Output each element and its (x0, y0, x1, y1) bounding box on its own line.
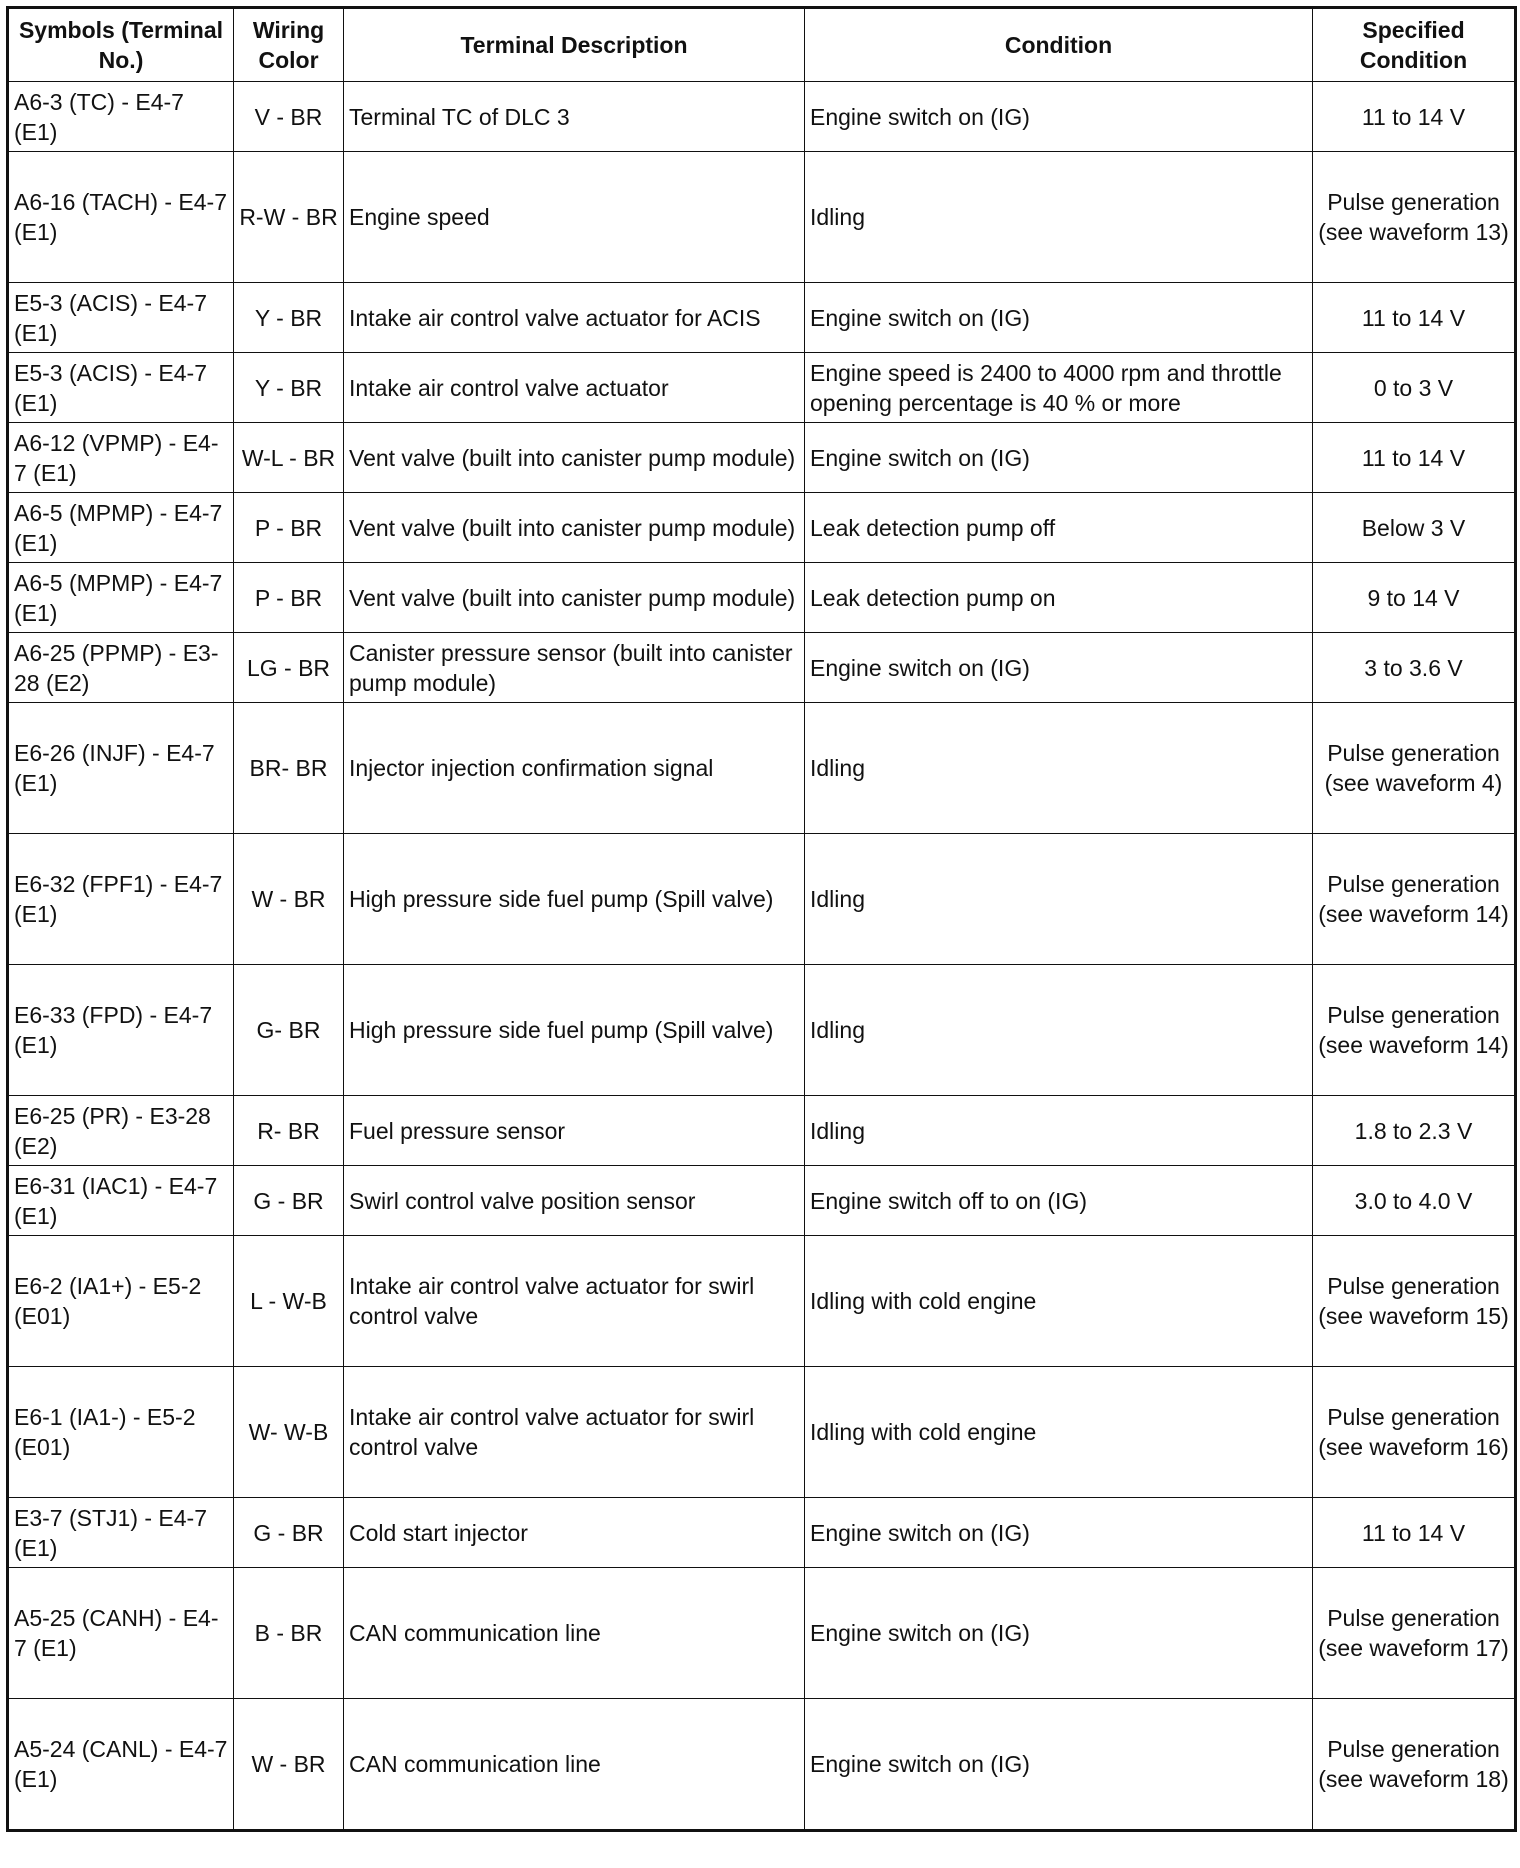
cell-condition: Idling (805, 703, 1313, 834)
cell-condition: Idling with cold engine (805, 1236, 1313, 1367)
cell-symbols: E6-31 (IAC1) - E4-7 (E1) (8, 1166, 234, 1236)
table-row (8, 1699, 1516, 1831)
cell-condition: Engine switch on (IG) (805, 283, 1313, 353)
cell-condition: Idling (805, 834, 1313, 965)
cell-condition: Leak detection pump on (805, 563, 1313, 633)
cell-description: Intake air control valve actuator for swirl control valve (344, 1236, 805, 1367)
cell-condition: Engine switch off to on (IG) (805, 1166, 1313, 1236)
cell-wiring-color: Y - BR (234, 353, 344, 423)
cell-condition: Idling (805, 965, 1313, 1096)
header-symbols: Symbols (Terminal No.) (8, 8, 234, 82)
cell-wiring-color: BR- BR (234, 703, 344, 834)
terminal-table-sheet (6, 6, 1514, 1832)
cell-condition: Idling (805, 1096, 1313, 1166)
cell-description: High pressure side fuel pump (Spill valve) (344, 834, 805, 965)
cell-symbols: E5-3 (ACIS) - E4-7 (E1) (8, 353, 234, 423)
cell-wiring-color: G - BR (234, 1166, 344, 1236)
cell-specified-condition: Pulse generation (see waveform 18) (1313, 1699, 1516, 1831)
table-row (8, 353, 1516, 423)
cell-wiring-color: W- W-B (234, 1367, 344, 1498)
table-row (8, 1096, 1516, 1166)
cell-description: Terminal TC of DLC 3 (344, 82, 805, 152)
cell-symbols: A6-3 (TC) - E4-7 (E1) (8, 82, 234, 152)
cell-wiring-color: W - BR (234, 834, 344, 965)
table-row (8, 834, 1516, 965)
cell-condition: Idling (805, 152, 1313, 283)
cell-wiring-color: B - BR (234, 1568, 344, 1699)
cell-description: Engine speed (344, 152, 805, 283)
cell-condition: Engine switch on (IG) (805, 1498, 1313, 1568)
cell-specified-condition: 9 to 14 V (1313, 563, 1516, 633)
table-row (8, 423, 1516, 493)
cell-specified-condition: Pulse generation (see waveform 4) (1313, 703, 1516, 834)
header-row (8, 8, 1516, 82)
cell-specified-condition: Pulse generation (see waveform 17) (1313, 1568, 1516, 1699)
table-row (8, 283, 1516, 353)
cell-wiring-color: Y - BR (234, 283, 344, 353)
cell-wiring-color: R- BR (234, 1096, 344, 1166)
cell-symbols: A6-12 (VPMP) - E4-7 (E1) (8, 423, 234, 493)
cell-specified-condition: Pulse generation (see waveform 14) (1313, 965, 1516, 1096)
cell-description: Cold start injector (344, 1498, 805, 1568)
header-wiring-color: Wiring Color (234, 8, 344, 82)
cell-condition: Leak detection pump off (805, 493, 1313, 563)
cell-condition: Engine switch on (IG) (805, 1568, 1313, 1699)
cell-description: Canister pressure sensor (built into canister pump module) (344, 633, 805, 703)
cell-symbols: E5-3 (ACIS) - E4-7 (E1) (8, 283, 234, 353)
table-row (8, 1498, 1516, 1568)
cell-wiring-color: W-L - BR (234, 423, 344, 493)
cell-description: Intake air control valve actuator for ACIS (344, 283, 805, 353)
cell-specified-condition: 11 to 14 V (1313, 423, 1516, 493)
cell-symbols: E6-33 (FPD) - E4-7 (E1) (8, 965, 234, 1096)
cell-specified-condition: 11 to 14 V (1313, 283, 1516, 353)
table-row (8, 1236, 1516, 1367)
cell-description: Injector injection confirmation signal (344, 703, 805, 834)
cell-specified-condition: Pulse generation (see waveform 13) (1313, 152, 1516, 283)
cell-symbols: A6-5 (MPMP) - E4-7 (E1) (8, 493, 234, 563)
cell-description: Vent valve (built into canister pump module) (344, 493, 805, 563)
header-terminal-description: Terminal Description (344, 8, 805, 82)
table-row (8, 563, 1516, 633)
table-row (8, 152, 1516, 283)
header-condition: Condition (805, 8, 1313, 82)
cell-wiring-color: P - BR (234, 563, 344, 633)
table-row (8, 703, 1516, 834)
cell-symbols: E6-2 (IA1+) - E5-2 (E01) (8, 1236, 234, 1367)
cell-specified-condition: 3.0 to 4.0 V (1313, 1166, 1516, 1236)
cell-condition: Engine speed is 2400 to 4000 rpm and throttle opening percentage is 40 % or more (805, 353, 1313, 423)
cell-wiring-color: G - BR (234, 1498, 344, 1568)
cell-description: CAN communication line (344, 1568, 805, 1699)
cell-symbols: E6-26 (INJF) - E4-7 (E1) (8, 703, 234, 834)
cell-symbols: E6-32 (FPF1) - E4-7 (E1) (8, 834, 234, 965)
cell-symbols: E6-25 (PR) - E3-28 (E2) (8, 1096, 234, 1166)
cell-wiring-color: G- BR (234, 965, 344, 1096)
table-row (8, 82, 1516, 152)
cell-specified-condition: Pulse generation (see waveform 14) (1313, 834, 1516, 965)
cell-specified-condition: Below 3 V (1313, 493, 1516, 563)
header-specified-condition: Specified Condition (1313, 8, 1516, 82)
cell-wiring-color: R-W - BR (234, 152, 344, 283)
table-row (8, 1367, 1516, 1498)
table-row (8, 633, 1516, 703)
cell-specified-condition: 0 to 3 V (1313, 353, 1516, 423)
cell-description: Swirl control valve position sensor (344, 1166, 805, 1236)
cell-condition: Engine switch on (IG) (805, 1699, 1313, 1831)
cell-condition: Idling with cold engine (805, 1367, 1313, 1498)
cell-description: High pressure side fuel pump (Spill valve) (344, 965, 805, 1096)
cell-condition: Engine switch on (IG) (805, 82, 1313, 152)
cell-symbols: A6-16 (TACH) - E4-7 (E1) (8, 152, 234, 283)
cell-description: Fuel pressure sensor (344, 1096, 805, 1166)
cell-condition: Engine switch on (IG) (805, 633, 1313, 703)
table-row (8, 965, 1516, 1096)
cell-wiring-color: W - BR (234, 1699, 344, 1831)
cell-description: CAN communication line (344, 1699, 805, 1831)
table-row (8, 1568, 1516, 1699)
cell-description: Vent valve (built into canister pump module) (344, 563, 805, 633)
cell-wiring-color: V - BR (234, 82, 344, 152)
terminal-table (6, 6, 1517, 1832)
cell-symbols: A5-25 (CANH) - E4-7 (E1) (8, 1568, 234, 1699)
cell-symbols: A6-25 (PPMP) - E3-28 (E2) (8, 633, 234, 703)
cell-wiring-color: LG - BR (234, 633, 344, 703)
cell-specified-condition: Pulse generation (see waveform 15) (1313, 1236, 1516, 1367)
cell-specified-condition: 3 to 3.6 V (1313, 633, 1516, 703)
table-row (8, 1166, 1516, 1236)
cell-symbols: A5-24 (CANL) - E4-7 (E1) (8, 1699, 234, 1831)
cell-description: Intake air control valve actuator (344, 353, 805, 423)
cell-specified-condition: 11 to 14 V (1313, 1498, 1516, 1568)
cell-condition: Engine switch on (IG) (805, 423, 1313, 493)
cell-specified-condition: 1.8 to 2.3 V (1313, 1096, 1516, 1166)
cell-wiring-color: L - W-B (234, 1236, 344, 1367)
cell-wiring-color: P - BR (234, 493, 344, 563)
cell-symbols: A6-5 (MPMP) - E4-7 (E1) (8, 563, 234, 633)
cell-specified-condition: 11 to 14 V (1313, 82, 1516, 152)
cell-specified-condition: Pulse generation (see waveform 16) (1313, 1367, 1516, 1498)
cell-description: Vent valve (built into canister pump module) (344, 423, 805, 493)
cell-symbols: E6-1 (IA1-) - E5-2 (E01) (8, 1367, 234, 1498)
table-row (8, 493, 1516, 563)
cell-description: Intake air control valve actuator for swirl control valve (344, 1367, 805, 1498)
cell-symbols: E3-7 (STJ1) - E4-7 (E1) (8, 1498, 234, 1568)
